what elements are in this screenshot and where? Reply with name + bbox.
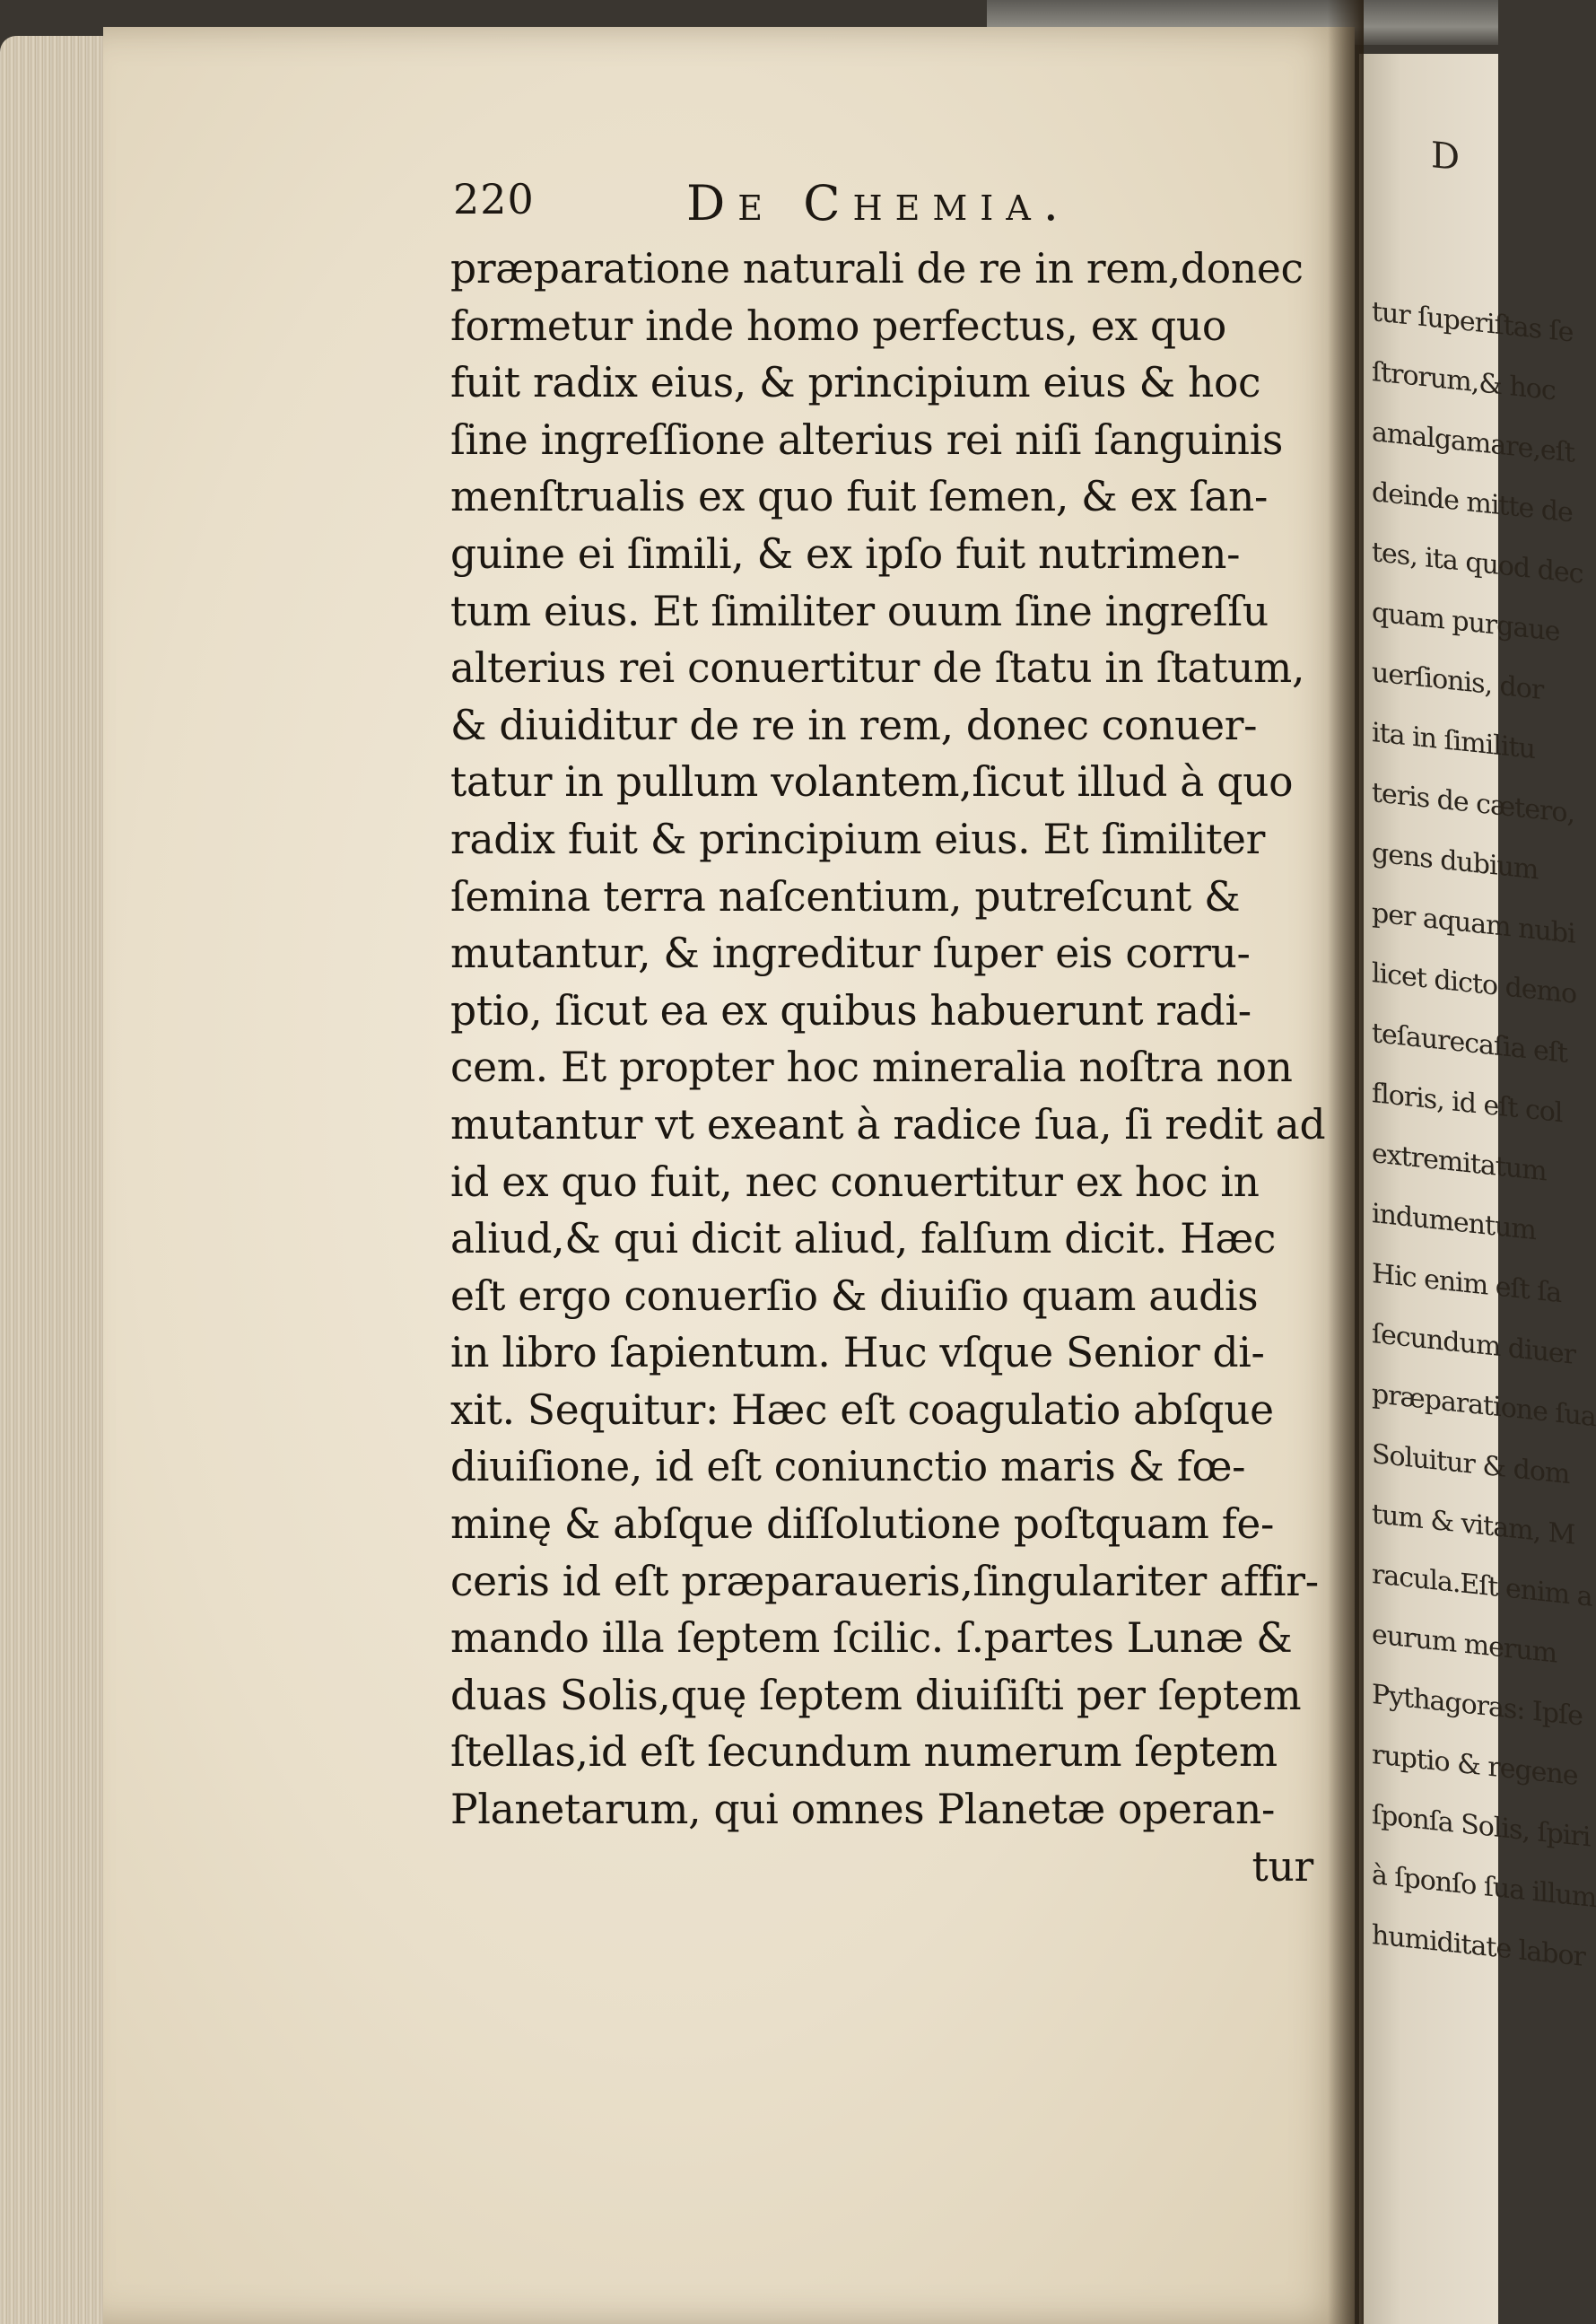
text-line: minę & abſque diſſolutione poſtquam fe- (450, 1500, 1275, 1549)
text-line: alterius rei conuertitur de ſtatu in ſtatum, (450, 644, 1305, 693)
facing-page-line: humiditate labor (1372, 1919, 1585, 1973)
text-line: guine ei ſimili, & ex ipſo fuit nutrimen- (450, 529, 1241, 578)
facing-page-line: teſaurecaſia eſt (1372, 1018, 1567, 1070)
text-line: in libro ſapientum. Huc vſque Senior di- (450, 1329, 1265, 1377)
facing-page-line: præparatione ſua (1372, 1378, 1596, 1434)
facing-page-line: ita in ſimilitu (1372, 717, 1535, 766)
running-head-title: De Chemia. (686, 175, 1071, 232)
text-line: eſt ergo conuerſio & diuiſio quam audis (450, 1271, 1259, 1320)
text-line: tatur in pullum volantem,ſicut illud à quo (450, 758, 1294, 807)
facing-page-line: amalgamare,eſt (1372, 416, 1574, 469)
facing-page-line: tum & vitam, M (1372, 1498, 1575, 1551)
facing-page-line: Pythagoras: Ipſe (1372, 1679, 1583, 1733)
facing-page-line: ſtrorum,& hoc (1372, 356, 1556, 407)
facing-page-line: per aquam nubi (1372, 897, 1575, 950)
facing-page-line: gens dubium (1372, 837, 1539, 887)
facing-page-line: ſponſa Solis, ſpiri (1372, 1799, 1591, 1854)
book-page-edges (0, 36, 103, 2324)
facing-page (1359, 54, 1596, 2324)
text-line: Planetarum, qui omnes Planetæ operan- (450, 1786, 1276, 1834)
catchword: tur (1252, 1842, 1313, 1891)
facing-page-line: teris de cætero, (1372, 777, 1574, 830)
facing-page-line: floris, id eſt col (1372, 1078, 1563, 1130)
facing-page-line: ſecundum diuer (1372, 1318, 1576, 1371)
text-line: menſtrualis ex quo fuit ſemen, & ex ſan- (450, 473, 1269, 521)
text-line: duas Solis,quę ſeptem diuiſiſti per ſeptem (450, 1671, 1302, 1719)
text-line: præparatione naturali de re in rem,donec (450, 245, 1304, 293)
text-line: mutantur vt exeant à radice ſua, ſi redit ad (450, 1100, 1326, 1149)
facing-page-line: ruptio & regene (1372, 1739, 1578, 1793)
text-line: mutantur, & ingreditur ſuper eis corru- (450, 930, 1251, 978)
facing-page-line: extremitatum (1372, 1138, 1547, 1188)
text-line: ſemina terra naſcentium, putreſcunt & (450, 872, 1241, 921)
text-line: tum eius. Et ſimiliter ouum ſine ingreſſu (450, 587, 1269, 635)
gutter-shadow (1328, 0, 1364, 2324)
facing-page-line: licet dicto demo (1372, 957, 1577, 1010)
page-number: 220 (453, 175, 535, 223)
facing-page-line: à ſponſo ſua illum (1372, 1859, 1596, 1915)
text-line: ſine ingreſſione alterius rei niſi ſanguinis (450, 415, 1284, 464)
text-line: fuit radix eius, & principium eius & hoc (450, 359, 1261, 407)
text-line: ſtellas,id eſt ſecundum numerum ſeptem (450, 1728, 1278, 1777)
facing-page-line: uerſionis, dor (1372, 657, 1544, 707)
text-line: xit. Sequitur: Hæc eſt coagulatio abſque (450, 1385, 1274, 1434)
facing-page-line: racula.Eſt enim a (1372, 1559, 1592, 1613)
running-header (453, 175, 1135, 238)
body-text (450, 240, 1326, 1895)
text-line: ptio, ſicut ea ex quibus habuerunt radi- (450, 986, 1252, 1035)
facing-page-line: tes, ita quod dec (1372, 537, 1583, 590)
facing-page-line: Soluitur & dom (1372, 1438, 1570, 1491)
facing-page-line: tur ſuperiſtas ſe (1372, 296, 1574, 349)
text-line: radix fuit & principium eius. Et ſimiliter (450, 815, 1266, 863)
facing-page-line: quam purgaue (1372, 597, 1560, 649)
text-line: cem. Et propter hoc mineralia noſtra non (450, 1044, 1293, 1092)
facing-page-line: indumentum (1372, 1198, 1536, 1247)
facing-page-header: D (1431, 135, 1460, 179)
text-line: mando illa ſeptem ſcilic. ſ.partes Lunæ & (450, 1614, 1293, 1663)
text-line: diuiſione, id eſt coniunctio maris & fœ- (450, 1443, 1246, 1491)
facing-page-line: Hic enim eſt ſa (1372, 1258, 1562, 1310)
facing-page-line: eurum merum (1372, 1619, 1557, 1670)
text-line: & diuiditur de re in rem, donec conuer- (450, 701, 1258, 749)
text-line: ceris id eſt præparaueris,ſingulariter affir- (450, 1557, 1319, 1605)
text-line: id ex quo fuit, nec conuertitur ex hoc in (450, 1158, 1260, 1206)
facing-page-line: deinde mitte de (1372, 476, 1573, 529)
text-line: formetur inde homo perfectus, ex quo (450, 301, 1226, 350)
text-line: aliud,& qui dicit aliud, falſum dicit. Hæc (450, 1215, 1277, 1263)
